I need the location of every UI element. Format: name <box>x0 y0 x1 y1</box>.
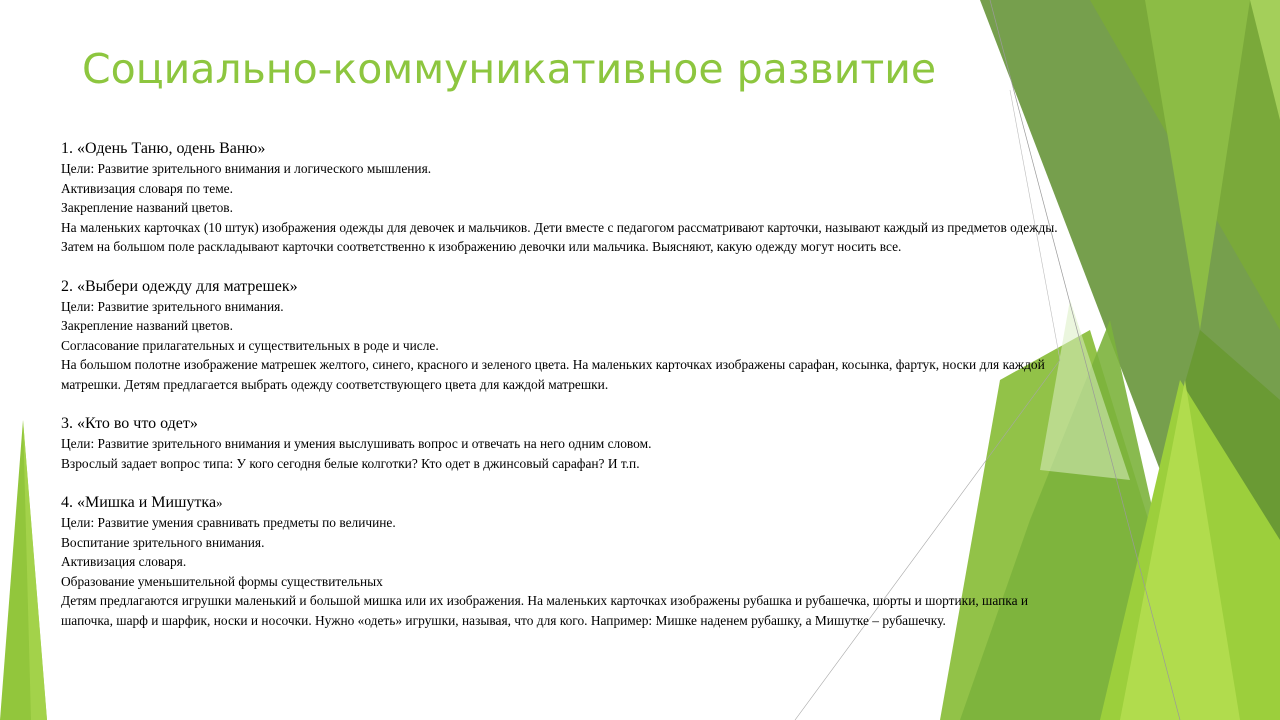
game-line: Цели: Развитие зрительного внимания и умения выслушивать вопрос и отвечать на него одним словом. <box>61 436 652 452</box>
game-description: Взрослый задает вопрос типа: У кого сегодня белые колготки? Кто одет в джинсовый сарафан? И т.п. <box>61 455 640 471</box>
slide-title: Социально-коммуникативное развитие <box>82 45 937 93</box>
game-line: Цели: Развитие зрительного внимания. <box>61 298 284 314</box>
game-item <box>61 277 1071 395</box>
game-line: Цели: Развитие умения сравнивать предметы по величине. <box>61 514 396 530</box>
game-line: Цели: Развитие зрительного внимания и логического мышления. <box>61 161 432 176</box>
game-title: 3. «Кто во что одет» <box>61 415 198 433</box>
game-title: 4. «Мишка и Мишутка» <box>61 493 223 511</box>
game-description: Детям предлагаются игрушки маленький и большой мишка или их изображения. На маленьких карточках изображены рубашка и рубашечка, шорты и шортики, шапка и шапочка, шарф и шарфик, носки и носочки. Нужно «одеть» игрушки, называя, что для кого. Например: Мишке наденем рубашку, а Мишутке – рубашечку. <box>61 593 1029 628</box>
game-line: Активизация словаря по теме. <box>61 180 233 196</box>
game-line: Образование уменьшительной формы существительных <box>61 573 383 589</box>
game-title: 2. «Выбери одежду для матрешек» <box>61 277 298 295</box>
game-line: Закрепление названий цветов. <box>61 318 233 334</box>
game-item <box>61 139 1071 257</box>
game-line: Активизация словаря. <box>61 554 187 570</box>
game-item <box>61 493 1071 631</box>
game-line: Воспитание зрительного внимания. <box>61 534 265 550</box>
game-item <box>61 414 1071 473</box>
game-description: На маленьких карточках (10 штук) изображения одежды для девочек и мальчиков. Дети вместе с педагогом рассматривают карточки, называют каждый из предметов одежды. Затем на большом поле раскладывают карточки соответственно к изображению девочки или мальчика. Выясняют, какую одежду могут носить все. <box>61 219 1058 255</box>
games-list <box>61 139 1071 650</box>
game-title: 1. «Одень Таню, одень Ваню» <box>61 140 266 157</box>
game-line: Закрепление названий цветов. <box>61 200 233 216</box>
game-line: Согласование прилагательных и существительных в роде и числе. <box>61 337 439 353</box>
game-description: На большом полотне изображение матрешек желтого, синего, красного и зеленого цвета. На маленьких карточках изображены сарафан, косынка, фартук, носки для каждой матрешки. Детям предлагается выбрать одежду соответствующего цвета для каждой матрешки. <box>61 357 1045 392</box>
